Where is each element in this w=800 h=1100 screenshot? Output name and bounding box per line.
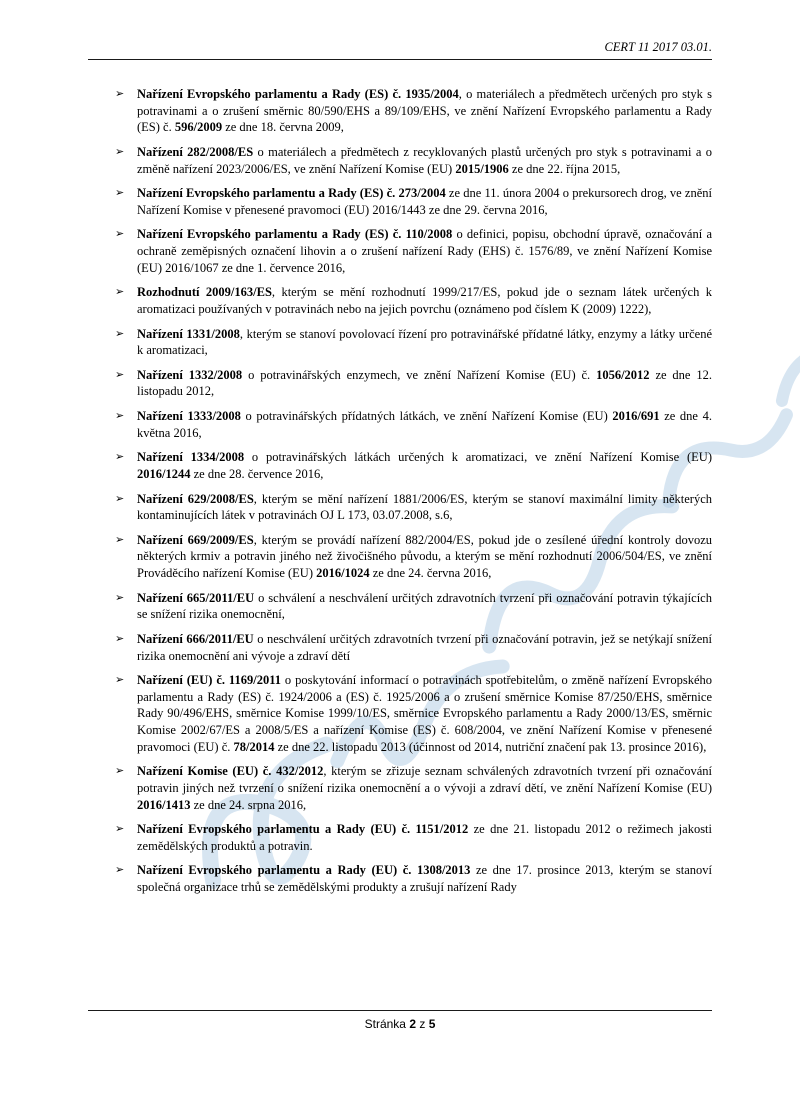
regulation-reference: Nařízení 629/2008/ES: [137, 491, 254, 506]
list-item: [115, 631, 712, 664]
list-item: [115, 144, 712, 177]
list-item-text: [137, 226, 712, 276]
list-item-text: [137, 590, 712, 623]
regulation-reference: Nařízení 1332/2008: [137, 367, 243, 382]
regulation-description: ze dne 24. června 2016,: [369, 566, 492, 580]
list-item-text: [137, 408, 712, 441]
list-item-text: [137, 449, 712, 482]
regulation-description: o schválení a neschválení určitých zdravotních tvrzení při označování potravin týkajících se snížení rizika onemocnění,: [137, 590, 712, 622]
regulation-reference: Nařízení 669/2009/ES: [137, 532, 254, 547]
regulation-description: ze dne 21. listopadu 2012 o režimech jakosti zemědělských produktů a potravin.: [137, 822, 713, 853]
bullet-arrow-icon: ➢: [115, 532, 125, 546]
regulation-description: ze dne 11. února 2004 o prekursorech drog, ve znění Nařízení Komise v přenesené pravomoci (EU) 2016/1443 ze dne 29. června 2016,: [137, 186, 712, 217]
footer-total-pages: 5: [428, 1017, 436, 1031]
list-item-text: [137, 326, 712, 359]
regulation-reference: Nařízení 665/2011/EU: [137, 590, 255, 605]
list-item-text: [137, 86, 712, 136]
list-item: [115, 590, 712, 623]
regulation-reference: 1056/2012: [596, 367, 650, 382]
regulation-reference: Nařízení 666/2011/EU: [137, 631, 254, 646]
bullet-arrow-icon: ➢: [115, 590, 125, 604]
regulation-description: , kterým se mění rozhodnutí 1999/217/ES, pokud jde o seznam látek určených k aromatizaci používaných v potravinách nebo na jejich povrchu (oznámeno pod číslem K (2009) 1222),: [137, 285, 712, 316]
list-item: [115, 326, 712, 359]
list-item: [115, 449, 712, 482]
header-rule: [88, 59, 712, 60]
list-item: [115, 821, 712, 854]
bullet-arrow-icon: ➢: [115, 409, 125, 422]
regulation-reference: Nařízení Evropského parlamentu a Rady (ES) č. 273/2004: [137, 186, 446, 201]
list-item: [115, 672, 712, 755]
bullet-arrow-icon: ➢: [115, 186, 125, 200]
list-item-text: [137, 367, 712, 400]
bullet-arrow-icon: ➢: [115, 87, 125, 100]
regulation-description: , kterým se mění nařízení 1881/2006/ES, kterým se stanoví maximální limity některých kontaminujících látek v potravinách OJ L 173, 03.07.2008, s.6,: [137, 491, 712, 523]
regulation-description: ze dne 17. prosince 2013, kterým se stanoví společná organizace trhů se zemědělskými produkty a zrušují nařízení Rady: [137, 863, 712, 894]
list-item-text: [137, 763, 712, 813]
bullet-arrow-icon: ➢: [115, 764, 125, 778]
header-doc-code: CERT 11 2017 03.01.: [604, 40, 712, 54]
list-item: [115, 86, 712, 136]
regulation-reference: 596/2009: [174, 120, 223, 135]
regulation-description: ze dne 22. října 2015,: [508, 161, 621, 176]
list-item-text: [137, 185, 712, 218]
list-item: [115, 491, 712, 524]
list-item-text: [137, 532, 712, 582]
regulation-reference: 2016/1244: [137, 466, 191, 481]
footer-separator: z: [416, 1017, 429, 1031]
bullet-arrow-icon: ➢: [115, 285, 125, 299]
page-number-line: [88, 1017, 712, 1031]
bullet-arrow-icon: ➢: [115, 326, 125, 340]
regulation-description: ze dne 18. června 2009,: [222, 120, 344, 135]
bullet-arrow-icon: ➢: [115, 367, 125, 381]
list-item: [115, 226, 712, 276]
regulation-description: o materiálech a předmětech z recyklovaných plastů určených pro styk s potravinami a o změně nařízení 2023/2006/ES, ve znění Nařízení Komise (EU): [137, 144, 712, 176]
regulation-description: ze dne 22. listopadu 2013 (účinnost od 2014, nutriční značení pak 13. prosince 2016),: [274, 739, 707, 754]
regulation-description: ze dne 12. listopadu 2012,: [137, 367, 712, 399]
bullet-arrow-icon: ➢: [115, 227, 125, 241]
bullet-arrow-icon: ➢: [115, 822, 125, 836]
regulation-reference: Nařízení (EU) č. 1169/2011: [137, 673, 282, 688]
list-item-text: [137, 144, 712, 177]
regulation-description: , kterým se zřizuje seznam schválených zdravotních tvrzení při označování potravin jiných než tvrzení o snížení rizika onemocnění a o vývoji a zdraví dětí, ve znění Nařízení Komise (EU): [137, 764, 712, 795]
list-item: [115, 862, 712, 895]
regulation-reference: Nařízení 1333/2008: [137, 409, 241, 423]
list-item: [115, 185, 712, 218]
regulation-description: o potravinářských látkách určených k aromatizaci, ve znění Nařízení Komise (EU): [244, 450, 712, 465]
regulation-reference: Nařízení Evropského parlamentu a Rady (EU) č. 1308/2013: [137, 863, 471, 878]
page-content: [88, 0, 712, 896]
list-item: [115, 367, 712, 400]
footer-prefix: Stránka: [364, 1017, 410, 1031]
footer-page-number: 2: [409, 1017, 417, 1031]
regulation-reference: Nařízení Evropského parlamentu a Rady (EU) č. 1151/2012: [137, 822, 469, 837]
list-item-text: [137, 862, 712, 895]
regulation-description: o potravinářských přídatných látkách, ve znění Nařízení Komise (EU): [240, 409, 613, 423]
regulation-reference: Nařízení Evropského parlamentu a Rady (ES) č. 110/2008: [137, 227, 453, 242]
regulation-reference: 2016/1413: [137, 797, 191, 812]
bullet-arrow-icon: ➢: [115, 491, 125, 505]
regulation-description: o neschválení určitých zdravotních tvrzení při označování potravin, jež se netýkají snížení rizika onemocnění ani vývoje a zdraví dětí: [137, 631, 712, 663]
list-item: [115, 532, 712, 582]
regulation-description: o definici, popisu, obchodní úpravě, označování a ochraně zeměpisných označení lihovin a o zrušení nařízení Rady (EHS) č. 1576/89, ve znění Nařízení Komise (EU) 2016/1067 ze dne 1. července 2016,: [137, 227, 712, 275]
regulation-reference: 2016/1024: [316, 566, 370, 580]
regulation-reference: Nařízení 1334/2008: [137, 450, 245, 465]
list-item-text: [137, 672, 712, 755]
page-footer: [88, 1010, 712, 1031]
regulation-description: o potravinářských enzymech, ve znění Nařízení Komise (EU) č.: [242, 367, 597, 382]
regulation-description: ze dne 4. května 2016,: [137, 409, 712, 440]
regulation-description: ze dne 28. července 2016,: [190, 466, 324, 481]
regulation-description: , kterým se stanoví povolovací řízení pro potravinářské přídatné látky, enzymy a látky určené k aromatizaci,: [137, 326, 713, 358]
footer-rule: [88, 1010, 712, 1011]
regulation-reference: Nařízení Evropského parlamentu a Rady (ES) č. 1935/2004: [137, 87, 459, 101]
bullet-arrow-icon: ➢: [115, 673, 125, 687]
regulation-description: , kterým se provádí nařízení 882/2004/ES, pokud jde o zesílené úřední kontroly dovozu některých krmiv a potravin jiného než živočišného původu, a kterým se mění rozhodnutí 2006/504/ES, ve znění Prováděcího nařízení Komise (EU): [137, 532, 713, 580]
list-item-text: [137, 491, 712, 524]
regulation-reference: 78/2014: [233, 739, 275, 754]
list-item: [115, 284, 712, 317]
regulation-reference: Nařízení 1331/2008: [137, 326, 240, 341]
bullet-arrow-icon: ➢: [115, 450, 125, 464]
bullet-arrow-icon: ➢: [115, 631, 125, 645]
regulation-reference: Rozhodnutí 2009/163/ES: [137, 285, 272, 300]
list-item: [115, 763, 712, 813]
regulation-list: [88, 86, 712, 896]
regulation-reference: Nařízení Komise (EU) č. 432/2012: [137, 764, 324, 779]
regulation-description: , o materiálech a předmětech určených pro styk s potravinami a o zrušení směrnic 80/590/EHS a 89/109/EHS, ve znění Nařízení Evropského parlamentu a Rady (ES) č.: [137, 87, 712, 135]
regulation-description: o poskytování informací o potravinách spotřebitelům, o změně nařízení Evropského parlamentu a Rady (ES) č. 1924/2006 a (ES) č. 1925/2006 a o zrušení směrnice Komise 87/250/EHS, směrnice Rady 90/496/EHS, směrnice Komise 1999/10/ES, směrnice Evropského parlamentu a Rady 2000/13/ES, směrnic Komise 2002/67/ES a 2008/5/ES a nařízení Komise (ES) č. 608/2004, ve znění Nařízení Komise v přenesené pravomoci (EU) č.: [137, 673, 712, 754]
regulation-reference: Nařízení 282/2008/ES: [137, 144, 254, 159]
list-item-text: [137, 284, 712, 317]
list-item: [115, 408, 712, 441]
bullet-arrow-icon: ➢: [115, 863, 125, 877]
list-item-text: [137, 821, 712, 854]
list-item-text: [137, 631, 712, 664]
bullet-arrow-icon: ➢: [115, 144, 125, 158]
regulation-reference: 2015/1906: [455, 161, 509, 176]
regulation-reference: 2016/691: [612, 409, 660, 423]
regulation-description: ze dne 24. srpna 2016,: [190, 797, 307, 812]
